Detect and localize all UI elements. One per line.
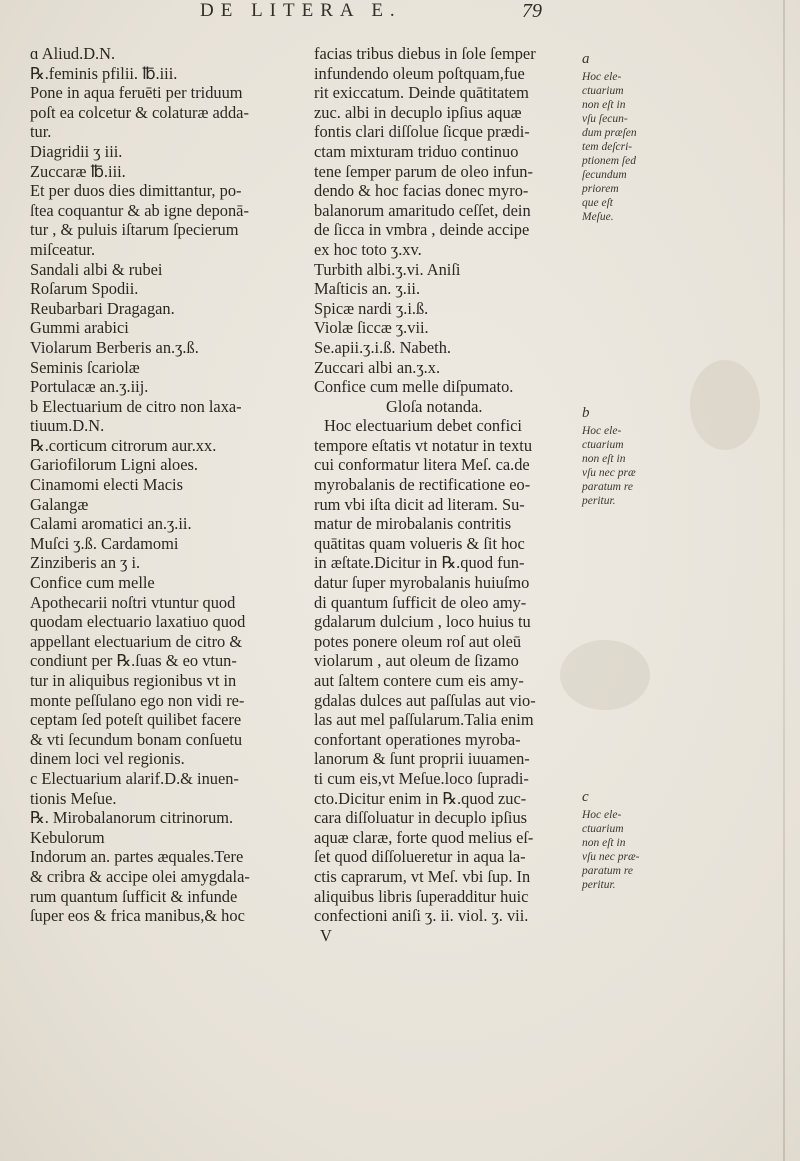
margin-note-line: non eſt in — [582, 99, 626, 111]
text-line: dendo & hoc facias donec myro- — [314, 181, 529, 201]
text-line: rum vbi iſta dicit ad literam. Su- — [314, 494, 525, 514]
text-line: b Electuarium de citro non laxa- — [30, 396, 242, 416]
text-line: Violæ ſiccæ ʒ.vii. — [314, 318, 429, 338]
margin-note-line: peritur. — [582, 495, 616, 507]
text-line: violarum , aut oleum de ſizamo — [314, 651, 519, 671]
text-line: Gummi arabici — [30, 318, 129, 338]
text-line: Pone in aqua feruēti per triduum — [30, 83, 243, 103]
text-line: Turbith albi.ʒ.vi. Aniſi — [314, 259, 461, 279]
text-line: poſt ea colcetur & colaturæ adda- — [30, 102, 249, 122]
text-line: cto.Dicitur enim in ℞.quod zuc- — [314, 788, 527, 808]
text-line: Confice cum melle — [30, 573, 155, 593]
text-line: Se.apii.ʒ.i.ß. Nabeth. — [314, 337, 452, 357]
margin-note-line: ctuarium — [582, 85, 624, 97]
text-line: Seminis ſcariolæ — [30, 357, 140, 377]
margin-note-key: a — [582, 51, 590, 67]
text-line: & cribra & accipe olei amygdala- — [30, 866, 250, 886]
text-line: Indorum an. partes æquales.Tere — [30, 847, 244, 867]
page-gutter-edge — [783, 0, 785, 1161]
text-line: gdalas dulces aut paſſulas aut vio- — [314, 690, 536, 710]
text-line: confortant operationes myroba- — [314, 729, 521, 749]
text-line: las aut mel paſſularum.Talia enim — [314, 710, 534, 730]
text-line: Kebulorum — [30, 827, 105, 847]
margin-note-c — [582, 790, 639, 892]
text-line: ɑ Aliud.D.N. — [30, 44, 116, 63]
margin-note-line: ctuarium — [582, 439, 624, 451]
running-head — [0, 0, 800, 34]
text-line: Galangæ — [30, 494, 89, 514]
margin-note-line: paratum re — [582, 481, 634, 493]
text-line: de ſicca in vmbra , deinde accipe — [314, 220, 530, 240]
paper-stain — [690, 360, 760, 450]
margin-note-line: priorem — [582, 183, 619, 195]
margin-note-line: Hoc ele- — [582, 809, 622, 821]
margin-note-line: que eſt — [582, 197, 613, 209]
text-line: potes ponere oleum roſ aut oleū — [314, 631, 522, 651]
text-line: c Electuarium alarif.D.& inuen- — [30, 768, 239, 788]
text-line: ctam mixturam triduo continuo — [314, 141, 519, 161]
text-line: Muſci ʒ.ß. Cardamomi — [30, 533, 179, 553]
text-line: Reubarbari Dragagan. — [30, 298, 175, 318]
text-line: quodam electuario laxatiuo quod — [30, 612, 246, 632]
text-line: tur. — [30, 122, 52, 142]
margin-note-line: paratum re — [582, 865, 634, 877]
text-line: datur ſuper myrobalanis huiuſmo — [314, 573, 530, 593]
margin-note-line: dum præſen — [582, 127, 637, 139]
text-line: aut ſaltem contere cum eis amy- — [314, 671, 524, 690]
text-line: ſet quod diſſolueretur in aqua la- — [314, 847, 526, 867]
margin-note-key: c — [582, 789, 589, 805]
text-line: confectioni aniſi ʒ. ii. viol. ʒ. vii. — [314, 906, 529, 926]
text-line: Cinamomi electi Macis — [30, 475, 183, 495]
text-line: zuc. albi in decuplo ipſius aquæ — [314, 102, 522, 122]
text-line: ex hoc toto ʒ.xv. — [314, 239, 422, 259]
text-line: facias tribus diebus in ſole ſemper — [314, 44, 536, 63]
text-line: infundendo oleum poſtquam,fue — [314, 63, 525, 83]
text-line: matur de mirobalanis contritis — [314, 514, 512, 534]
text-line: balanorum amaritudo ceſſet, dein — [314, 200, 531, 220]
text-line: V — [320, 925, 332, 945]
text-line: tempore eſtatis vt notatur in textu — [314, 435, 533, 455]
text-line: cara diſſoluatur in decuplo ipſius — [314, 808, 528, 828]
margin-note-line: non eſt in — [582, 453, 626, 465]
text-line: ceptam ſed poteſt quilibet facere — [30, 710, 242, 730]
text-line: ℞.feminis pfilii. ℔.iii. — [30, 63, 178, 83]
text-line: & vti ſecundum bonam conſuetu — [30, 729, 243, 749]
text-line: condiunt per ℞.ſuas & eo vtun- — [30, 651, 237, 671]
text-line: Diagridii ʒ iii. — [30, 141, 123, 161]
text-line: gdalarum dulcium , loco huius tu — [314, 612, 531, 632]
margin-note-key: b — [582, 405, 590, 421]
text-line: Gloſa notanda. — [386, 396, 483, 416]
text-line: Roſarum Spodii. — [30, 279, 139, 299]
text-line: Calami aromatici an.ʒ.ii. — [30, 514, 192, 534]
text-line: Gariofilorum Ligni aloes. — [30, 455, 198, 475]
text-line: lanorum & ſunt proprii iuuamen- — [314, 749, 530, 769]
text-line: in æſtate.Dicitur in ℞.quod fun- — [314, 553, 525, 573]
margin-note-line: Meſue. — [582, 211, 614, 223]
text-line: Hoc electuarium debet confici — [324, 416, 522, 436]
left-text-column — [30, 44, 300, 926]
text-line: aliquibus libris ſuperadditur huic — [314, 886, 529, 906]
text-line: tur in aliquibus regionibus vt in — [30, 671, 237, 690]
text-line: Zinziberis an ʒ i. — [30, 553, 141, 573]
text-line: cui conformatur litera Meſ. ca.de — [314, 455, 530, 475]
right-text-column — [314, 44, 576, 945]
text-line: Apothecarii noſtri vtuntur quod — [30, 592, 236, 612]
text-line: rit exiccatum. Deinde quātitatem — [314, 83, 529, 103]
margin-note-line: vſu ſecun- — [582, 113, 628, 125]
margin-note-line: ctuarium — [582, 823, 624, 835]
text-line: Maſticis an. ʒ.ii. — [314, 279, 421, 299]
text-line: di quantum ſufficit de oleo amy- — [314, 592, 527, 612]
page-number: 79 — [522, 0, 542, 22]
text-line: dinem loci vel regionis. — [30, 749, 185, 769]
text-line: tur , & puluis iſtarum ſpecierum — [30, 220, 239, 240]
text-line: ti cum eis,vt Meſue.loco ſupradi- — [314, 768, 529, 788]
text-line: Spicæ nardi ʒ.i.ß. — [314, 298, 429, 318]
margin-note-a — [582, 52, 637, 224]
text-line: Zuccaræ ℔.iii. — [30, 161, 126, 181]
text-line: ctis caprarum, vt Meſ. vbi ſup. In — [314, 866, 531, 886]
margin-note-line: vſu nec præ — [582, 467, 636, 479]
text-line: fontis clari diſſolue ſicque prædi- — [314, 122, 530, 142]
text-line: Sandali albi & rubei — [30, 259, 163, 279]
text-line: Confice cum melle diſpumato. — [314, 377, 514, 397]
text-line: monte peſſulano ego non vidi re- — [30, 690, 245, 710]
running-head-title: DE LITERA E. — [200, 0, 402, 21]
text-line: ℞. Mirobalanorum citrinorum. — [30, 808, 234, 828]
text-line: Violarum Berberis an.ʒ.ß. — [30, 337, 199, 357]
margin-note-line: vſu nec præ- — [582, 851, 640, 863]
text-line: Et per duos dies dimittantur, po- — [30, 181, 242, 201]
text-line: tionis Meſue. — [30, 788, 117, 808]
text-line: miſceatur. — [30, 239, 96, 259]
text-line: tiuum.D.N. — [30, 416, 105, 436]
text-line: ſtea coquantur & ab igne deponā- — [30, 200, 249, 220]
text-line: aquæ claræ, forte quod melius eſ- — [314, 827, 534, 847]
text-line: appellant electuarium de citro & — [30, 631, 243, 651]
text-line: rum quantum ſufficit & infunde — [30, 886, 238, 906]
margin-note-line: Hoc ele- — [582, 425, 622, 437]
margin-note-line: non eſt in — [582, 837, 626, 849]
text-line: quātitas quam volueris & ſit hoc — [314, 533, 525, 553]
text-line: tene ſemper parum de oleo infun- — [314, 161, 533, 181]
margin-note-line: tem deſcri- — [582, 141, 633, 153]
margin-note-line: peritur. — [582, 879, 616, 891]
text-line: Zuccari albi an.ʒ.x. — [314, 357, 441, 377]
text-line: ℞.corticum citrorum aur.xx. — [30, 435, 217, 455]
text-line: Portulacæ an.ʒ.iij. — [30, 377, 149, 397]
margin-note-b — [582, 406, 636, 508]
margin-note-line: ptionem ſed — [582, 155, 636, 167]
margin-note-line: ſecundum — [582, 169, 627, 181]
text-line: myrobalanis de rectificatione eo- — [314, 475, 531, 495]
text-line: ſuper eos & frica manibus,& hoc — [30, 906, 245, 926]
margin-note-line: Hoc ele- — [582, 71, 622, 83]
